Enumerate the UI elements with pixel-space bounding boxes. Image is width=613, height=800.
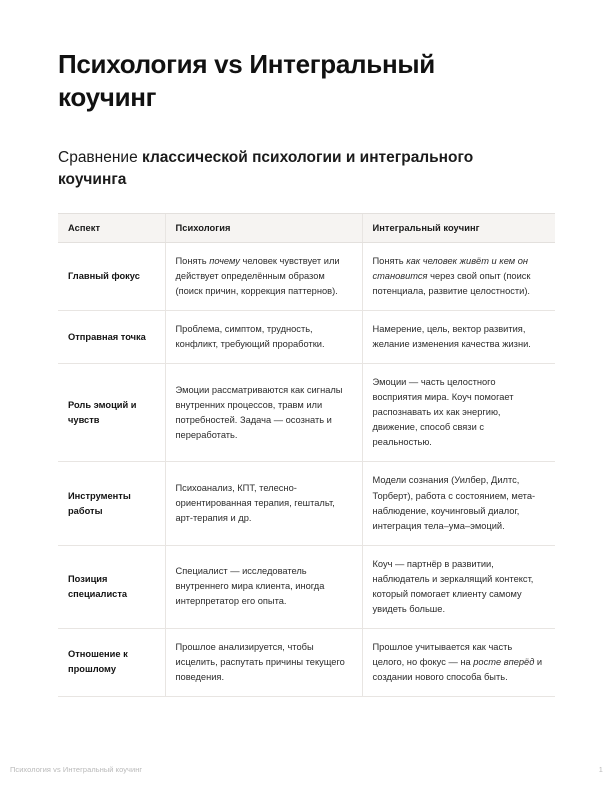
cell-psychology — [165, 545, 362, 628]
cell-psychology — [165, 364, 362, 462]
comparison-table — [58, 213, 555, 697]
cell-aspect: Главный фокус — [58, 243, 165, 311]
text-pre: Специалист — исследователь внутреннего мира клиента, иногда интерпретатор его опыта. — [175, 566, 325, 607]
column-header-aspect: Аспект — [58, 214, 165, 243]
column-header-coaching: Интегральный коучинг — [362, 214, 555, 243]
text-post: человек чувствует или действует определённым образом (поиск причин, коррекция паттернов). — [175, 256, 340, 297]
page-footer — [0, 765, 613, 774]
cell-psychology — [165, 311, 362, 364]
table-row — [58, 243, 555, 311]
cell-coaching — [362, 628, 555, 696]
cell-psychology — [165, 628, 362, 696]
subtitle-emphasis: классической психологии и интегрального коучинга — [58, 149, 474, 188]
table-header — [58, 214, 555, 243]
footer-page-number: 1 — [598, 765, 603, 774]
text-italic: почему — [209, 256, 240, 266]
cell-coaching — [362, 364, 555, 462]
text-pre: Эмоции рассматриваются как сигналы внутренних процессов, травм или потребностей. Задача — осознать и переработать. — [175, 384, 343, 440]
footer-title: Психология vs Интегральный коучинг — [10, 765, 143, 774]
table-header-row — [58, 214, 555, 243]
text-post: и создании нового способа быть. — [372, 656, 543, 682]
text-pre: Проблема, симптом, трудность, конфликт, требующий проработки. — [175, 324, 325, 350]
text-pre: Понять — [175, 256, 210, 266]
table-row — [58, 364, 555, 462]
text-post: через свой опыт (поиск потенциала, развитие целостности). — [372, 271, 531, 297]
text-pre: Понять — [372, 256, 407, 266]
cell-aspect: Позиция специалиста — [58, 545, 165, 628]
section-subtitle — [58, 147, 478, 191]
cell-coaching — [362, 311, 555, 364]
text-pre: Модели сознания (Уилбер, Дилтс, Торберт), работа с состоянием, мета-наблюдение, коучинговый диалог, интеграция тела–ума–эмоций. — [372, 475, 536, 531]
cell-coaching — [362, 545, 555, 628]
text-pre: Коуч — партнёр в развитии, наблюдатель и зеркалящий контекст, который помогает клиенту самому увидеть больше. — [372, 558, 534, 614]
table-row — [58, 311, 555, 364]
table-row — [58, 628, 555, 696]
cell-aspect: Инструменты работы — [58, 462, 165, 545]
text-pre: Прошлое учитывается как часть целого, но фокус — на — [372, 641, 513, 667]
column-header-psychology: Психология — [165, 214, 362, 243]
cell-coaching — [362, 462, 555, 545]
cell-aspect: Роль эмоций и чувств — [58, 364, 165, 462]
table-row — [58, 545, 555, 628]
cell-psychology — [165, 243, 362, 311]
text-italic: как человек живёт и кем он становится — [372, 256, 528, 282]
table-row — [58, 462, 555, 545]
cell-aspect: Отправная точка — [58, 311, 165, 364]
text-pre: Прошлое анализируется, чтобы исцелить, распутать причины текущего поведения. — [175, 641, 345, 682]
subtitle-lead: Сравнение — [58, 149, 142, 166]
text-italic: росте вперёд — [473, 656, 535, 667]
cell-aspect: Отношение к прошлому — [58, 628, 165, 696]
cell-coaching — [362, 243, 555, 311]
page-title: Психология vs Интегральный коучинг — [58, 49, 435, 112]
table-body — [58, 243, 555, 697]
cell-psychology — [165, 462, 362, 545]
text-pre: Намерение, цель, вектор развития, желание изменения качества жизни. — [372, 324, 531, 350]
text-pre: Эмоции — часть целостного восприятия мира. Коуч помогает распознавать их как энергию, движение, способ связи с реальностью. — [372, 377, 514, 448]
text-pre: Психоанализ, КПТ, телесно-ориентированная терапия, гештальт, арт-терапия и др. — [175, 482, 335, 524]
